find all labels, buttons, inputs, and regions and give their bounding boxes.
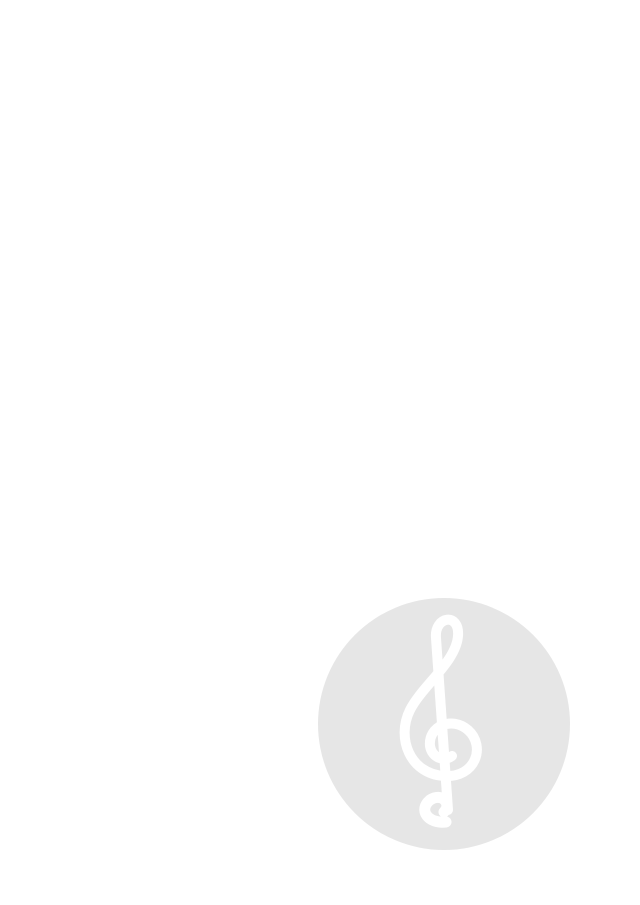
watermark — [318, 598, 570, 850]
